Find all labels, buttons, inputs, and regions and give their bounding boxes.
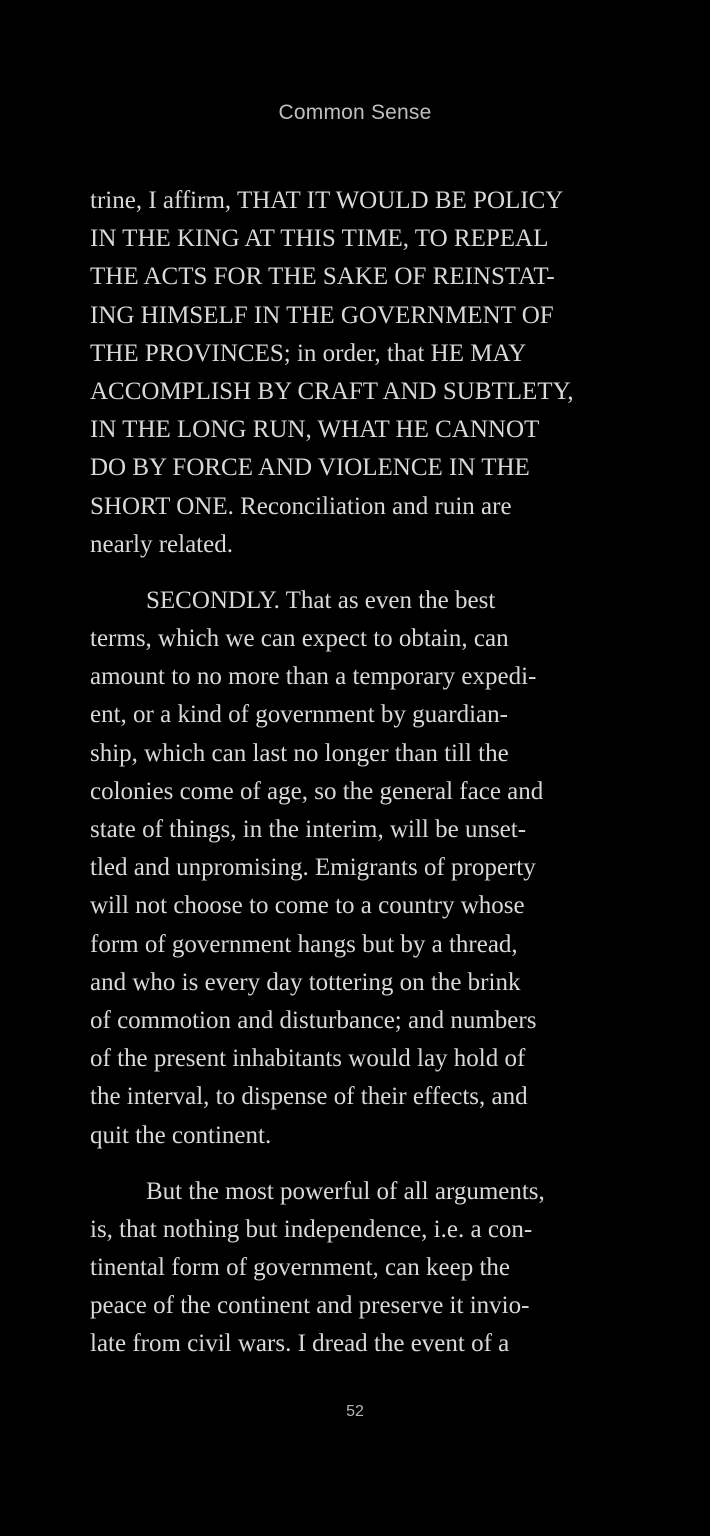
text-line: of the present inhabitants would lay hold of [90,1045,526,1073]
text-line: peace of the continent and preserve it invio- [90,1292,530,1320]
text-line: SECONDLY. That as even the best [146,586,496,614]
text-line: DO BY FORCE AND VIOLENCE IN THE [90,454,530,482]
text-line: late from civil wars. I dread the event of a [90,1330,510,1358]
text-line: will not choose to come to a country whose [90,892,525,920]
text-line: nearly related. [90,530,233,558]
text-line: ent, or a kind of government by guardian- [90,701,508,729]
text-line: THE ACTS FOR THE SAKE OF REINSTAT- [90,263,555,291]
text-line: terms, which we can expect to obtain, can [90,625,509,653]
page-text [90,182,650,1364]
text-line: ING HIMSELF IN THE GOVERNMENT OF [90,301,554,329]
text-line: ship, which can last no longer than till the [90,739,509,767]
text-line: of commotion and disturbance; and numbers [90,1006,537,1034]
text-line: state of things, in the interim, will be unset- [90,816,527,843]
paragraph [90,1173,650,1364]
text-line: ACCOMPLISH BY CRAFT AND SUBTLETY, [90,377,574,405]
text-line: But the most powerful of all arguments, [146,1177,545,1205]
text-line: IN THE LONG RUN, WHAT HE CANNOT [90,416,540,444]
book-title: Common Sense [278,101,432,124]
text-line: form of government hangs but by a thread, [90,930,518,958]
text-line: is, that nothing but independence, i.e. a con- [90,1215,533,1243]
paragraph-spacer [90,564,650,582]
text-line: tinental form of government, can keep the [90,1254,510,1282]
text-line: amount to no more than a temporary expedi- [90,663,537,691]
text-line: SHORT ONE. Reconciliation and ruin are [90,492,512,520]
text-line: quit the continent. [90,1121,272,1149]
paragraph [90,182,650,564]
page-number: 52 [346,1403,364,1420]
paragraph [90,582,650,1155]
text-line: IN THE KING AT THIS TIME, TO REPEAL [90,225,549,253]
text-line: THE PROVINCES; in order, that HE MAY [90,339,527,367]
text-line: the interval, to dispense of their effects, and [90,1083,528,1111]
text-line: tled and unpromising. Emigrants of property [90,854,536,882]
text-line: colonies come of age, so the general face and [90,777,544,805]
text-line: and who is every day tottering on the brink [90,968,521,996]
text-line: trine, I affirm, THAT IT WOULD BE POLICY [90,187,564,214]
paragraph-spacer [90,1155,650,1173]
